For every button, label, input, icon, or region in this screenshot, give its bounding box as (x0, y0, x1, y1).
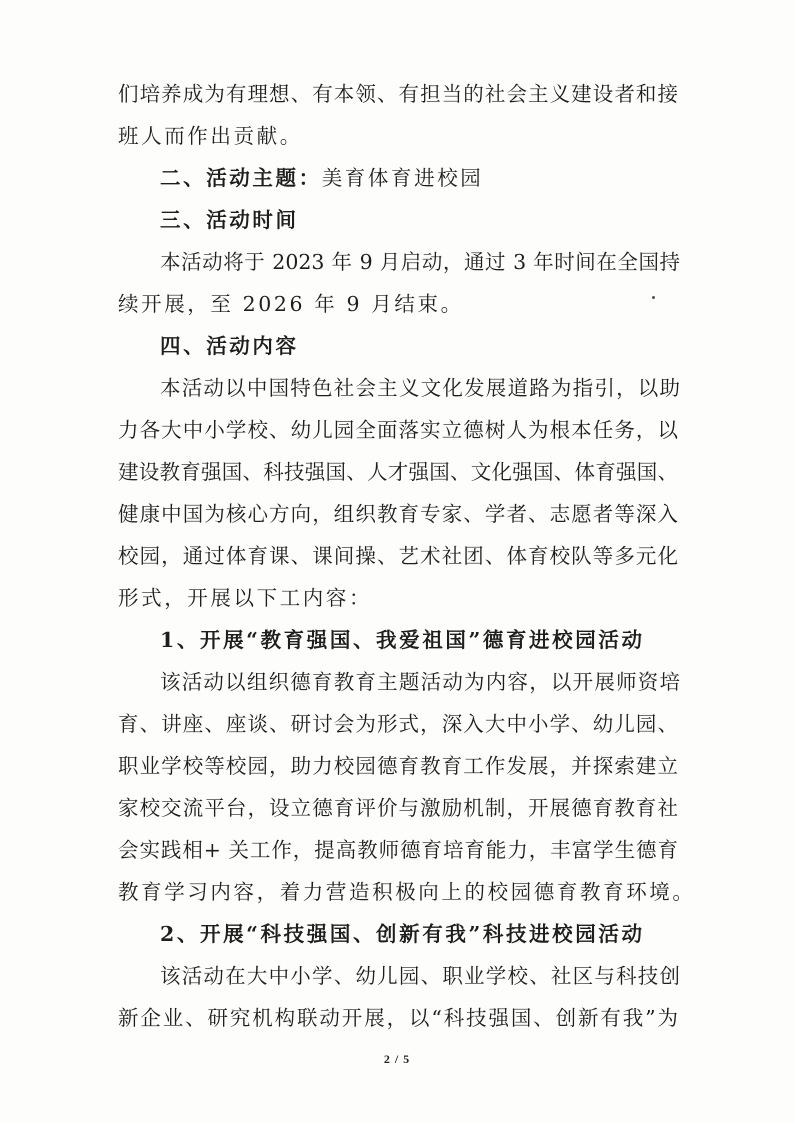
body-line-time-2: 续开展，至 2026 年 9 月结束。 (118, 292, 464, 316)
page-number: 2 / 5 (383, 1052, 411, 1066)
subheading-moral-education: 1、开展“教育强国、我爱祖国”德育进校园活动 (160, 628, 645, 652)
section-heading-theme-label: 二、活动主题： (160, 166, 322, 190)
body-line-moral-5: 会实践相+ 关工作，提高教师德育培育能力，丰富学生德育 (118, 838, 678, 862)
body-line-content-3: 建设教育强国、科技强国、人才强国、文化强国、体育强国、 (118, 460, 678, 484)
body-line-time-1: 本活动将于 2023 年 9 月启动，通过 3 年时间在全国持 (160, 250, 680, 274)
subheading-science-tech: 2、开展“科技强国、创新有我”科技进校园活动 (160, 922, 645, 946)
body-line-tech-2: 新企业、研究机构联动开展，以“科技强国、创新有我”为 (118, 1006, 678, 1030)
body-line-moral-3: 职业学校等校园，助力校园德育教育工作发展，并探索建立 (118, 754, 678, 778)
section-theme-value: 美育体育进校园 (321, 166, 484, 190)
body-line-tech-1: 该活动在大中小学、幼儿园、职业学校、社区与科技创 (160, 964, 680, 988)
section-heading-time: 三、活动时间 (160, 208, 299, 232)
body-line-content-6: 形式，开展以下工内容： (118, 586, 373, 610)
section-heading-content: 四、活动内容 (160, 334, 299, 358)
body-line-content-5: 校园，通过体育课、课间操、艺术社团、体育校队等多元化 (118, 544, 678, 568)
body-line-content-1: 本活动以中国特色社会主义文化发展道路为指引，以助 (160, 376, 680, 400)
body-line-moral-6: 教育学习内容，着力营造积极向上的校园德育教育环境。 (118, 880, 696, 904)
body-line-moral-2: 育、讲座、座谈、研讨会为形式，深入大中小学、幼儿园、 (118, 712, 678, 736)
body-line-moral-4: 家校交流平台，设立德育评价与激励机制，开展德育教育社 (118, 796, 678, 820)
body-line-1: 们培养成为有理想、有本领、有担当的社会主义建设者和接 (118, 82, 678, 106)
body-line-content-4: 健康中国为核心方向，组织教育专家、学者、志愿者等深入 (118, 502, 678, 526)
scan-speck (652, 296, 655, 299)
section-heading-theme (160, 164, 680, 192)
body-line-2: 班人而作出贡献。 (118, 124, 303, 148)
body-line-content-2: 力各大中小学校、幼儿园全面落实立德树人为根本任务，以 (118, 418, 678, 442)
body-line-moral-1: 该活动以组织德育教育主题活动为内容，以开展师资培 (160, 670, 680, 694)
